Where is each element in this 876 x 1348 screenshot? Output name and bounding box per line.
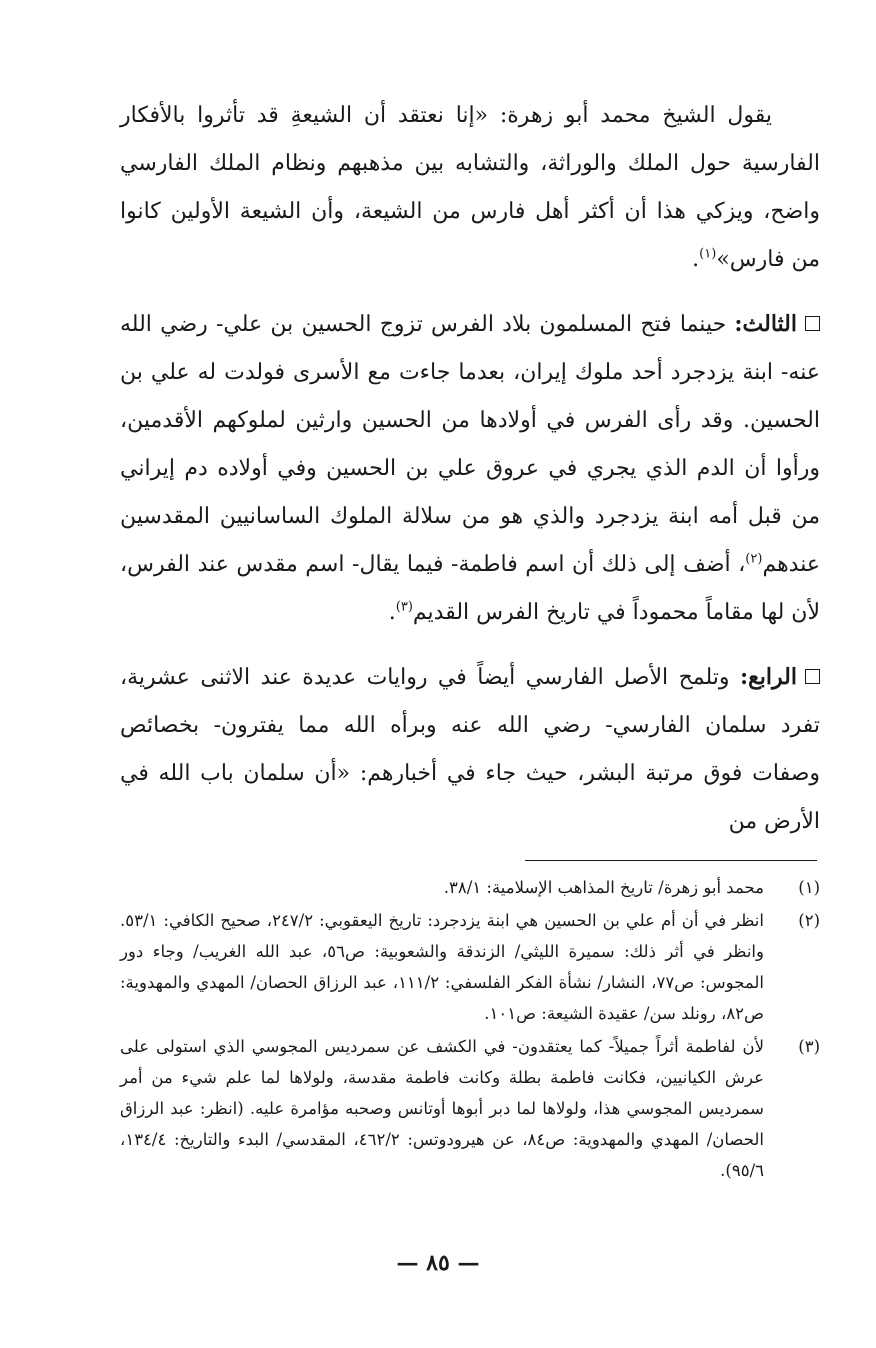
footnote-text: لأن لفاطمة أثراً جميلاً- كما يعتقدون- في الكشف عن سمرديس المجوسي الذي استولى على عرش الكيانيين، فكانت فاطمة بطلة وكانت فاطمة مقدسة، ولولاها لما علم شيء من أمر سمرديس المجوسي هذا، ولولاها لما دبر أبوها أوتانس وصحبه مؤامرة عليه. (انظر: عبد الرزاق الحصان/ المهدي والمهدوية: ص٨٤، عن هيرودوتس: ٤٦٢/٢، المقدسي/ البدء والتاريخ: ١٣٤/٤، ٩٥/٦).	[120, 1037, 765, 1180]
footnote-number: (١)	[798, 878, 820, 897]
paragraph-text: حينما فتح المسلمون بلاد الفرس تزوج الحسين بن علي- رضي الله عنه- ابنة يزدجرد أحد ملوك إيران، بعدما جاءت مع الأسرى فولدت له علي بن الحسين. وقد رأى الفرس في أولادها من الحسين وارثين لملوكهم الأقدمين، ورأوا أن الدم الذي يجري في عروق علي بن الحسين وفي أولاده دم إيراني من قبل أمه ابنة يزدجرد والذي هو من سلالة الملوك الساسانيين المقدسين عندهم	[120, 312, 820, 577]
paragraph-fourth-point	[120, 653, 820, 846]
paragraph-text-continued: ، أضف إلى ذلك أن اسم فاطمة- فيما يقال- اسم مقدس عند الفرس، لأن لها مقاماً محموداً في تاريخ الفرس القديم	[120, 552, 820, 625]
page-number: — ٨٥ —	[396, 1250, 480, 1276]
footnote-3	[120, 1031, 820, 1186]
main-text	[120, 92, 820, 862]
footnote-ref-1: (١)	[699, 246, 717, 262]
paragraph-tail: .	[388, 600, 396, 625]
footnote-number: (٣)	[798, 1037, 820, 1056]
square-bullet-icon	[805, 316, 820, 331]
footnote-text: انظر في أن أم علي بن الحسين هي ابنة يزدجرد: تاريخ اليعقوبي: ٢٤٧/٢، صحيح الكافي: ٥٣/١. وانظر في أثر ذلك: سميرة الليثي/ الزندقة والشعوبية: ص٥٦، عبد الله الغريب/ وجاء دور المجوس: ص٧٧، النشار/ نشأة الفكر الفلسفي: ١١١/٢، عبد الرزاق الحصان/ المهدي والمهدوية: ص٨٢، رونلد سن/ عقيدة الشيعة: ص١٠١.	[120, 911, 765, 1023]
paragraph-text: وتلمح الأصل الفارسي أيضاً في روايات عديدة عند الاثنى عشرية، تفرد سلمان الفارسي- رضي الله عنه وبرأه الله مما يفترون- بخصائص وصفات فوق مرتبة البشر، حيث جاء في أخبارهم: «أن سلمان باب الله في الأرض من	[120, 665, 820, 834]
paragraph-tail: .	[692, 247, 700, 272]
paragraph-third-point	[120, 300, 820, 637]
footnote-1	[120, 872, 820, 903]
square-bullet-icon	[805, 669, 820, 684]
paragraph-label: الرابع:	[739, 664, 797, 690]
footnote-divider	[525, 860, 817, 861]
footnote-2	[120, 905, 820, 1029]
footnotes	[120, 872, 820, 1188]
footnote-ref-3: (٣)	[395, 599, 413, 615]
paragraph-text: يقول الشيخ محمد أبو زهرة: «إنا نعتقد أن الشيعةِ قد تأثروا بالأفكار الفارسية حول الملك والوراثة، والتشابه بين مذهبهم ونظام الملك الفارسي واضح، ويزكي هذا أن أكثر أهل فارس من الشيعة، وأن الشيعة الأولين كانوا من فارس»	[120, 103, 820, 272]
footnote-number: (٢)	[798, 911, 820, 930]
paragraph-abu-zahra-quote	[120, 92, 820, 284]
footnote-text: محمد أبو زهرة/ تاريخ المذاهب الإسلامية: ٣٨/١.	[443, 878, 764, 897]
footnote-ref-2: (٢)	[745, 551, 763, 567]
paragraph-label: الثالث:	[734, 311, 797, 337]
